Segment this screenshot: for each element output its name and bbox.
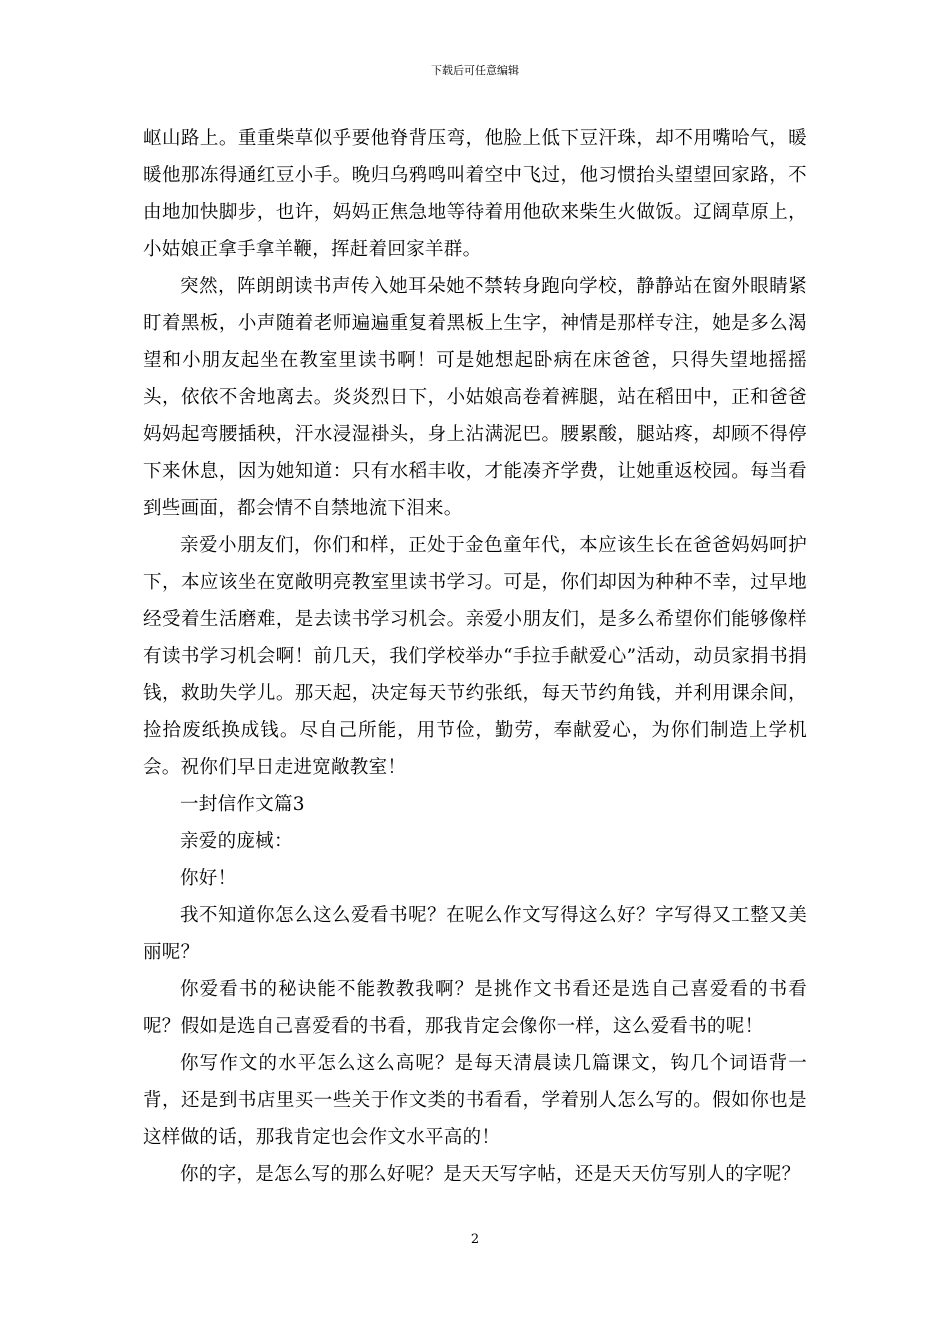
letter-greeting: 你好！ bbox=[180, 868, 237, 889]
paragraph-1: 岖山路上。重重柴草似乎要他脊背压弯，他脸上低下豆汗珠，却不用嘴哈气，暖暖他那冻得通红豆小手。晚归乌鸦鸣叫着空中飞过，他习惯抬头望望回家路，不由地加快脚步，也许，妈妈正焦急地等待着用他砍来柴生火做饭。辽阔草原上，小姑娘正拿手拿羊鞭，挥赶着回家羊群。 bbox=[143, 128, 807, 260]
page-header: 下载后可任意编辑 bbox=[431, 64, 519, 77]
paragraph-3: 亲爱小朋友们，你们和样，正处于金色童年代，本应该生长在爸爸妈妈呵护下，本应该坐在宽敞明亮教室里读书学习。可是，你们却因为种种不幸，过早地经受着生活磨难，是去读书学习机会。亲爱小朋友们，是多么希望你们能够像样有读书学习机会啊！前几天，我们学校举办“手拉手献爱心”活动，动员家捐书捐钱，救助失学儿。那天起，决定每天节约张纸，每天节约角钱，并利用课余间，捡拾废纸换成钱。尽自己所能，用节俭，勤劳，奉献爱心，为你们制造上学机会。祝你们早日走进宽敞教室！ bbox=[143, 535, 807, 778]
document-body bbox=[143, 120, 807, 1193]
letter-salutation: 亲爱的庞棫： bbox=[180, 831, 293, 852]
paragraph-10: 你的字，是怎么写的那么好呢？是天天写字帖，还是天天仿写别人的字呢？ bbox=[180, 1164, 801, 1185]
section-heading: 一封信作文篇3 bbox=[180, 794, 305, 815]
paragraph-9: 你写作文的水平怎么这么高呢？是每天清晨读几篇课文，钩几个词语背一背，还是到书店里买一些关于作文类的书看看，学着别人怎么写的。假如你也是这样做的话，那我肯定也会作文水平高的！ bbox=[143, 1053, 807, 1148]
paragraph-8: 你爱看书的秘诀能不能教教我啊？是挑作文书看还是选自己喜爱看的书看呢？假如是选自己喜爱看的书看，那我肯定会像你一样，这么爱看书的呢！ bbox=[143, 979, 807, 1037]
paragraph-7: 我不知道你怎么这么爱看书呢？在呢么作文写得这么好？字写得又工整又美丽呢？ bbox=[143, 905, 807, 963]
page-number: 2 bbox=[470, 1232, 480, 1247]
paragraph-2: 突然，阵朗朗读书声传入她耳朵她不禁转身跑向学校，静静站在窗外眼睛紧盯着黑板，小声随着老师遍遍重复着黑板上生字，神情是那样专注，她是多么渴望和小朋友起坐在教室里读书啊！可是她想起卧病在床爸爸，只得失望地摇摇头，依依不舍地离去。炎炎烈日下，小姑娘高卷着裤腿，站在稻田中，正和爸爸妈妈起弯腰插秧，汗水浸湿褂头，身上沾满泥巴。腰累酸，腿站疼，却顾不得停下来休息，因为她知道：只有水稻丰收，才能凑齐学费，让她重返校园。每当看到些画面，都会情不自禁地流下泪来。 bbox=[143, 276, 807, 519]
